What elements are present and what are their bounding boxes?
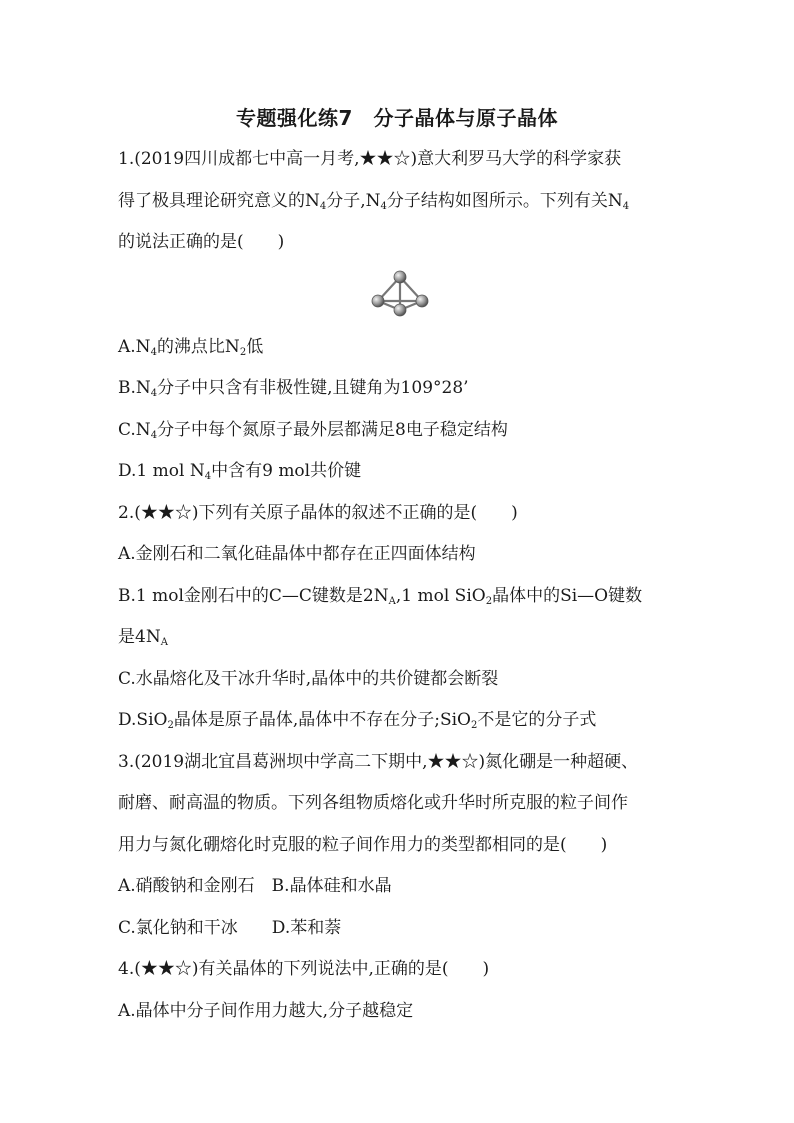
q3-options-ab: A.硝酸钠和金刚石 B.晶体硅和水晶 — [118, 876, 392, 896]
page-title: 专题强化练7 分子晶体与原子晶体 — [236, 106, 558, 130]
q2-option-b: B.1 mol金刚石中的C—C键数是$2N_A,1$ mol SiO$_2$晶体中的Si—O键数 — [118, 586, 643, 607]
q3-stem-line-1: 3.(2019湖北宜昌葛洲坝中学高二下期中,★★☆)氮化硼是一种超硬、 — [118, 752, 639, 772]
q4-option-a: A.晶体中分子间作用力越大,分子越稳定 — [118, 1001, 414, 1021]
q2-stem: 2.(★★☆)下列有关原子晶体的叙述不正确的是( ) — [118, 503, 518, 523]
q1-option-d: D.1 mol $N_4$中含有9 mol共价键 — [118, 461, 362, 482]
q3-stem-line-3: 用力与氮化硼熔化时克服的粒子间作用力的类型都相同的是( ) — [118, 835, 608, 855]
q2-option-c: C.水晶熔化及干冰升华时,晶体中的共价键都会断裂 — [118, 669, 499, 689]
q2-option-d: D.SiO$_2$晶体是原子晶体,晶体中不存在分子;SiO$_2$不是它的分子式 — [118, 710, 597, 731]
q3-options-cd: C.氯化钠和干冰 D.苯和萘 — [118, 918, 342, 938]
q1-stem-line-3: 的说法正确的是( ) — [118, 232, 285, 252]
q1-option-b: $B.N_4$分子中只含有非极性键,且键角为109°28’ — [118, 378, 469, 399]
q3-stem-line-2: 耐磨、耐高温的物质。下列各组物质熔化或升华时所克服的粒子间作 — [118, 793, 628, 813]
q4-stem: 4.(★★☆)有关晶体的下列说法中,正确的是( ) — [118, 959, 490, 979]
q1-option-c: $C.N_4$分子中每个氮原子最外层都满足8电子稳定结构 — [118, 420, 508, 441]
q1-stem-line-1: 1.(2019四川成都七中高一月考,★★☆)意大利罗马大学的科学家获 — [118, 149, 622, 169]
n4-molecule-icon — [370, 268, 430, 318]
q2-option-a: A.金刚石和二氧化硅晶体中都存在正四面体结构 — [118, 544, 476, 564]
q2-option-b-continued: 是$4N_A$ — [118, 627, 168, 648]
q1-stem-line-2: 得了极具理论研究意义的$N_4$分子$,N_4$分子结构如图所示。下列有关$N_4$ — [118, 191, 630, 212]
q1-option-a: $A.N_4$的沸点比$N_2$低 — [118, 337, 264, 358]
